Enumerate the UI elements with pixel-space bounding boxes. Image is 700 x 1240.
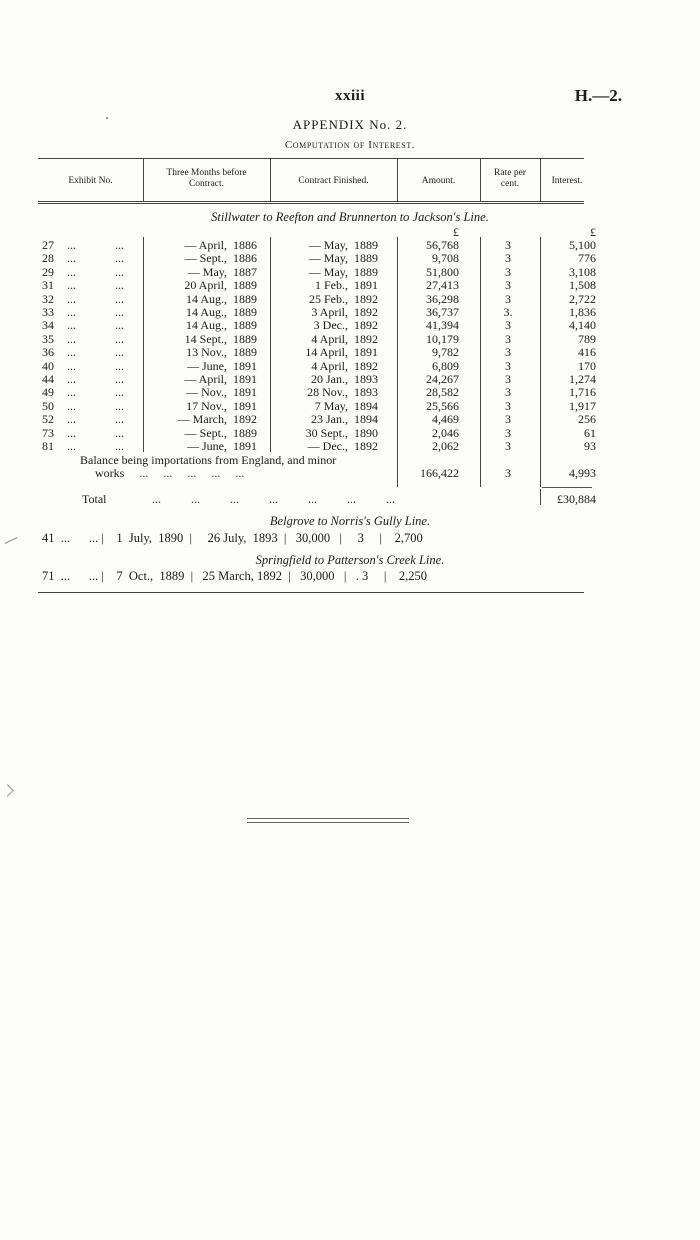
amount-cell: 28,582 <box>426 385 459 400</box>
three-months-cell: 14 Aug., 1889 <box>185 305 257 319</box>
rate-cell: 3 <box>505 372 511 386</box>
total-label: Total <box>82 492 107 506</box>
leader-dots: ... <box>67 331 76 346</box>
page-number: xxiii <box>334 88 365 104</box>
three-months-cell: — March, 1892 <box>177 412 257 427</box>
interest-cell: 1,917 <box>569 398 596 413</box>
rate-cell: 3 <box>505 291 511 306</box>
table-row <box>0 386 700 399</box>
exhibit-cell: 44 <box>42 372 54 386</box>
section-title: Springfield to Patterson's Creek Line. <box>255 553 445 567</box>
exhibit-cell: 32 <box>42 291 54 306</box>
finished-cell: 25 Feb., 1892 <box>309 291 378 306</box>
rate-cell: 3 <box>505 251 511 266</box>
leader-dots: ... <box>115 439 124 453</box>
amount-cell: 25,566 <box>426 398 459 413</box>
leader-dots: ... <box>67 372 76 386</box>
header-bottom-rule-2 <box>38 203 584 204</box>
table-bottom-rule <box>38 592 584 593</box>
rate-cell: 3. <box>503 305 513 319</box>
leader-dots: ... <box>67 439 76 453</box>
rate-cell: 3 <box>505 264 511 279</box>
interest-cell: 1,508 <box>569 278 596 293</box>
exhibit-cell: 31 <box>42 278 54 293</box>
table-row <box>0 252 700 265</box>
table-row <box>0 427 700 440</box>
finished-cell: 20 Jan., 1893 <box>311 372 378 386</box>
leader-dots: ... <box>67 425 76 440</box>
table-row <box>0 279 700 292</box>
exhibit-cell: 35 <box>42 331 54 346</box>
amount-cell: 2,046 <box>432 425 459 440</box>
three-months-cell: — April, 1891 <box>184 372 257 386</box>
amount-cell: 36,737 <box>426 305 459 319</box>
finished-cell: 28 Nov., 1893 <box>307 385 378 400</box>
rate-cell: 3 <box>505 412 511 427</box>
balance-row-line2 <box>0 467 700 480</box>
exhibit-cell: 33 <box>42 305 54 319</box>
leader-dots: ... <box>115 278 124 293</box>
balance-amount: 166,422 <box>420 466 459 480</box>
finished-cell: 3 Dec., 1892 <box>313 318 378 333</box>
leader-dots: ... <box>67 305 76 319</box>
finished-cell: — May, 1889 <box>308 251 378 266</box>
three-months-cell: 14 Sept., 1889 <box>184 331 257 346</box>
total-row <box>0 493 700 506</box>
leader-dots: ... <box>67 278 76 293</box>
interest-cell: 61 <box>584 425 596 440</box>
finished-cell: 4 April, 1892 <box>311 358 378 373</box>
exhibit-cell: 40 <box>42 358 54 373</box>
amount-cell: 2,062 <box>432 439 459 453</box>
amount-unit: £ <box>453 225 459 239</box>
three-months-cell: — May, 1887 <box>187 264 257 279</box>
amount-cell: 9,708 <box>432 251 459 266</box>
finished-cell: 14 April, 1891 <box>305 345 378 360</box>
balance-interest: 4,993 <box>569 466 596 480</box>
amount-cell: 41,394 <box>426 318 459 333</box>
three-months-cell: 14 Aug., 1889 <box>185 318 257 333</box>
leader-dots: ... <box>67 318 76 333</box>
rate-cell: 3 <box>505 358 511 373</box>
leader-dots: ... <box>115 358 124 373</box>
exhibit-cell: 34 <box>42 318 54 333</box>
rate-cell: 3 <box>505 385 511 400</box>
leader-dots: ... <box>115 425 124 440</box>
header-top-rule <box>38 158 584 159</box>
leader-dots: ... <box>115 251 124 266</box>
section-title: Stillwater to Reefton and Brunnerton to Jackson's Line. <box>211 210 489 224</box>
exhibit-cell: 73 <box>42 425 54 440</box>
leader-dots: ... <box>115 398 124 413</box>
table-title: Computation of Interest. <box>284 139 416 151</box>
amount-cell: 27,413 <box>426 278 459 293</box>
leader-dots: ... <box>67 238 76 252</box>
interest-cell: 1,716 <box>569 385 596 400</box>
exhibit-cell: 29 <box>42 264 54 279</box>
balance-label-2: works ... ... ... ... ... <box>95 466 245 480</box>
interest-cell: 416 <box>578 345 596 360</box>
leader-dots: ... <box>67 398 76 413</box>
interest-cell: 2,722 <box>569 291 596 306</box>
exhibit-cell: 27 <box>42 238 54 252</box>
leader-dots: ... <box>115 345 124 360</box>
amount-cell: 10,179 <box>426 331 459 346</box>
finished-cell: — Dec., 1892 <box>307 439 378 453</box>
balance-label-1: Balance being importations from England, and minor <box>80 453 337 467</box>
amount-cell: 6,809 <box>432 358 459 373</box>
finished-cell: 30 Sept., 1890 <box>305 425 378 440</box>
interest-cell: 170 <box>578 358 596 373</box>
section2-row: 41 ... ... | 1 July, 1890 | 26 July, 1893 | 30,000 | 3 | 2,700 <box>42 531 423 545</box>
three-months-cell: 13 Nov., 1889 <box>186 345 257 360</box>
three-months-cell: — June, 1891 <box>187 439 257 453</box>
rate-cell: 3 <box>505 425 511 440</box>
scan-mark <box>1 784 14 797</box>
col-header-rate-line1: Rate per <box>494 168 526 178</box>
rate-cell: 3 <box>505 398 511 413</box>
page-reference: H.—2. <box>574 86 622 105</box>
table-row <box>0 532 700 545</box>
finished-cell: 4 April, 1892 <box>311 331 378 346</box>
leader-dots: ... <box>67 358 76 373</box>
interest-cell: 789 <box>578 331 596 346</box>
appendix-title: APPENDIX No. 2. <box>292 117 408 132</box>
col-header-rate <box>480 168 540 190</box>
leader-dots: ... <box>115 385 124 400</box>
leader-dots: ... <box>115 412 124 427</box>
interest-cell: 776 <box>578 251 596 266</box>
scan-dot <box>106 117 108 119</box>
section3-row: 71 ... ... | 7 Oct., 1889 | 25 March, 1892 | 30,000 | . 3 | 2,250 <box>42 569 428 583</box>
section-title: Belgrove to Norris's Gully Line. <box>269 514 431 528</box>
col-header-three-months-line2: Contract. <box>188 179 225 189</box>
three-months-cell: 14 Aug., 1889 <box>185 291 257 306</box>
leader-dots: ... <box>67 412 76 427</box>
amount-cell: 36,298 <box>426 291 459 306</box>
finished-cell: — May, 1889 <box>308 238 378 252</box>
leader-dots: ... <box>115 372 124 386</box>
three-months-cell: — June, 1891 <box>187 358 257 373</box>
table-row <box>0 319 700 332</box>
finished-cell: 7 May, 1894 <box>314 398 378 413</box>
balance-rate: 3 <box>505 466 511 480</box>
exhibit-cell: 28 <box>42 251 54 266</box>
table-row <box>0 570 700 583</box>
rate-cell: 3 <box>505 318 511 333</box>
table-row <box>0 333 700 346</box>
header-bottom-rule <box>38 201 584 202</box>
col-header-finished: Contract Finished. <box>298 176 369 186</box>
three-months-cell: — April, 1886 <box>184 238 257 252</box>
finished-cell: — May, 1889 <box>308 264 378 279</box>
leader-dots: ... <box>115 318 124 333</box>
leader-dots: ... <box>67 251 76 266</box>
table-row <box>0 293 700 306</box>
interest-cell: 1,274 <box>569 372 596 386</box>
table-row <box>0 440 700 453</box>
interest-cell: 5,100 <box>569 238 596 252</box>
total-rule <box>542 487 592 488</box>
rate-cell: 3 <box>505 331 511 346</box>
col-header-three-months <box>143 168 270 190</box>
amount-cell: 9,782 <box>432 345 459 360</box>
col-header-interest: Interest. <box>551 176 583 186</box>
col-header-amount: Amount. <box>421 176 456 186</box>
table-row <box>0 360 700 373</box>
table-row <box>0 346 700 359</box>
leader-dots: ... <box>67 345 76 360</box>
interest-cell: 256 <box>578 412 596 427</box>
table-row <box>0 413 700 426</box>
table-row <box>0 373 700 386</box>
rate-cell: 3 <box>505 439 511 453</box>
rate-cell: 3 <box>505 278 511 293</box>
three-months-cell: — Sept., 1886 <box>184 251 257 266</box>
leader-dots: ... <box>115 291 124 306</box>
finished-cell: 1 Feb., 1891 <box>315 278 378 293</box>
total-interest: £30,884 <box>557 492 596 506</box>
col-header-rate-line2: cent. <box>500 179 520 189</box>
amount-cell: 24,267 <box>426 372 459 386</box>
leader-dots: ... <box>115 305 124 319</box>
three-months-cell: — Nov., 1891 <box>186 385 257 400</box>
interest-unit: £ <box>590 225 596 239</box>
col-header-exhibit: Exhibit No. <box>68 176 113 186</box>
table-row <box>0 400 700 413</box>
table-row <box>0 306 700 319</box>
ornamental-divider <box>247 818 409 823</box>
leader-dots: ... <box>67 264 76 279</box>
leader-dots: ... <box>115 331 124 346</box>
exhibit-cell: 36 <box>42 345 54 360</box>
interest-cell: 4,140 <box>569 318 596 333</box>
leader-dots: ... <box>67 291 76 306</box>
three-months-cell: 20 April, 1889 <box>184 278 257 293</box>
exhibit-cell: 52 <box>42 412 54 427</box>
exhibit-cell: 49 <box>42 385 54 400</box>
table-row <box>0 266 700 279</box>
total-dots: ... ... ... ... ... ... ... <box>152 492 395 506</box>
interest-cell: 93 <box>584 439 596 453</box>
interest-cell: 1,836 <box>569 305 596 319</box>
exhibit-cell: 81 <box>42 439 54 453</box>
amount-cell: 56,768 <box>426 238 459 252</box>
leader-dots: ... <box>115 238 124 252</box>
amount-cell: 4,469 <box>432 412 459 427</box>
leader-dots: ... <box>115 264 124 279</box>
rate-cell: 3 <box>505 238 511 252</box>
three-months-cell: — Sept., 1889 <box>184 425 257 440</box>
three-months-cell: 17 Nov., 1891 <box>186 398 257 413</box>
table-row <box>0 239 700 252</box>
rate-cell: 3 <box>505 345 511 360</box>
finished-cell: 3 April, 1892 <box>311 305 378 319</box>
amount-cell: 51,800 <box>426 264 459 279</box>
interest-cell: 3,108 <box>569 264 596 279</box>
exhibit-cell: 50 <box>42 398 54 413</box>
col-header-three-months-line1: Three Months before <box>166 168 247 178</box>
leader-dots: ... <box>67 385 76 400</box>
finished-cell: 23 Jan., 1894 <box>311 412 378 427</box>
